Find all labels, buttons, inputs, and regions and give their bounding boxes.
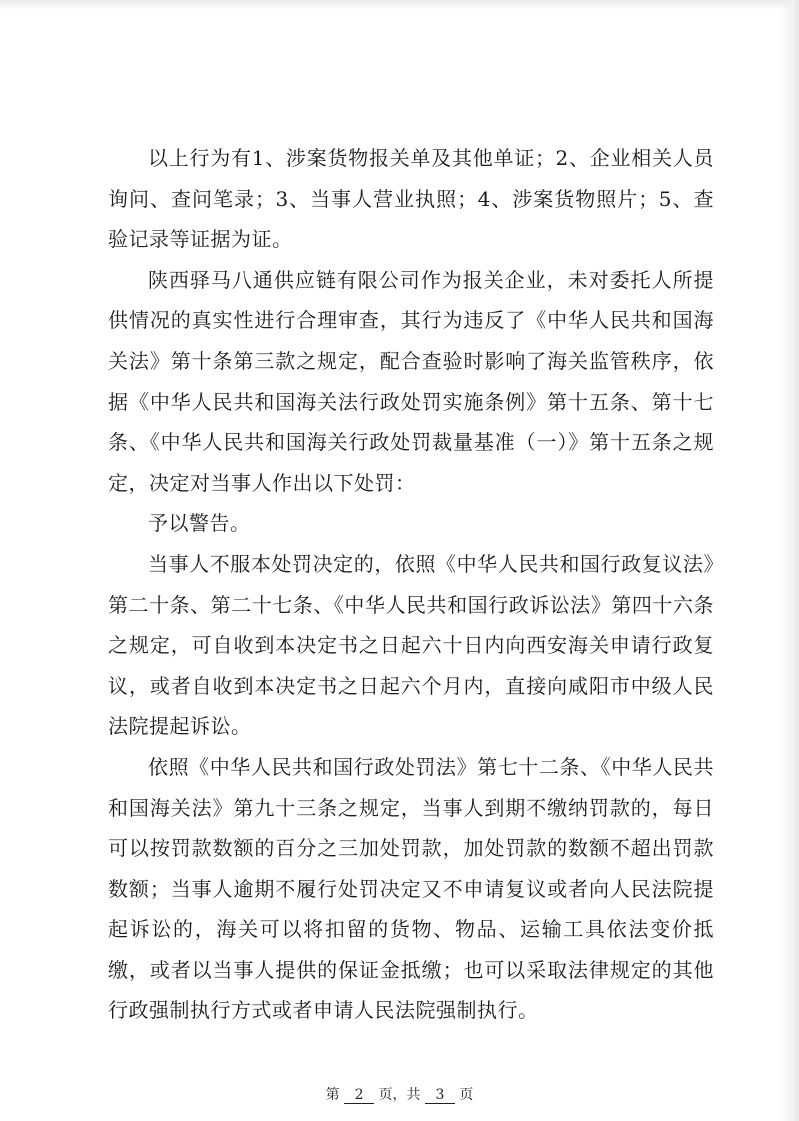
total-pages: 3 xyxy=(425,1087,455,1104)
page-number: 2 xyxy=(344,1087,374,1104)
footer-middle: 页，共 xyxy=(378,1087,421,1103)
footer-suffix: 页 xyxy=(459,1087,474,1103)
scan-edge-right xyxy=(779,0,799,1121)
paragraph-penalty: 予以警告。 xyxy=(148,511,251,536)
footer-prefix: 第 xyxy=(325,1087,340,1103)
scan-edge-top xyxy=(0,0,799,10)
paragraph-evidence: 以上行为有1、涉案货物报关单及其他单证；2、企业相关人员询问、查问笔录；3、当事人营业执照；4、涉案货物照片；5、查验记录等证据为证。 xyxy=(108,146,714,252)
paragraph-enforcement: 依照《中华人民共和国行政处罚法》第七十二条、《中华人民共和国海关法》第九十三条之规定，当事人到期不缴纳罚款的，每日可以按罚款数额的百分之三加处罚款，加处罚款的数额不超出罚款数额；当事人逾期不履行处罚决定又不申请复议或者向人民法院提起诉讼的，海关可以将扣留的货物、物品、运输工具依法变价抵缴，或者以当事人提供的保证金抵缴；也可以采取法律规定的其他行政强制执行方式或者申请人民法院强制执行。 xyxy=(108,754,714,1023)
paragraph-appeal-rights: 当事人不服本处罚决定的，依照《中华人民共和国行政复议法》第二十条、第二十七条、《中华人民共和国行政诉讼法》第四十六条之规定，可自收到本决定书之日起六十日内向西安海关申请行政复议，或者自收到本决定书之日起六个月内，直接向咸阳市中级人民法院提起诉讼。 xyxy=(108,551,714,739)
page-footer xyxy=(0,1084,799,1104)
paragraph-violation: 陕西驿马八通供应链有限公司作为报关企业，未对委托人所提供情况的真实性进行合理审查，其行为违反了《中华人民共和国海关法》第十条第三款之规定，配合查验时影响了海关监管秩序，依据《中华人民共和国海关法行政处罚实施条例》第十五条、第十七条、《中华人民共和国海关行政处罚裁量基准（一）》第十五条之规定，决定对当事人作出以下处罚： xyxy=(108,267,714,495)
document-body xyxy=(108,138,714,1031)
